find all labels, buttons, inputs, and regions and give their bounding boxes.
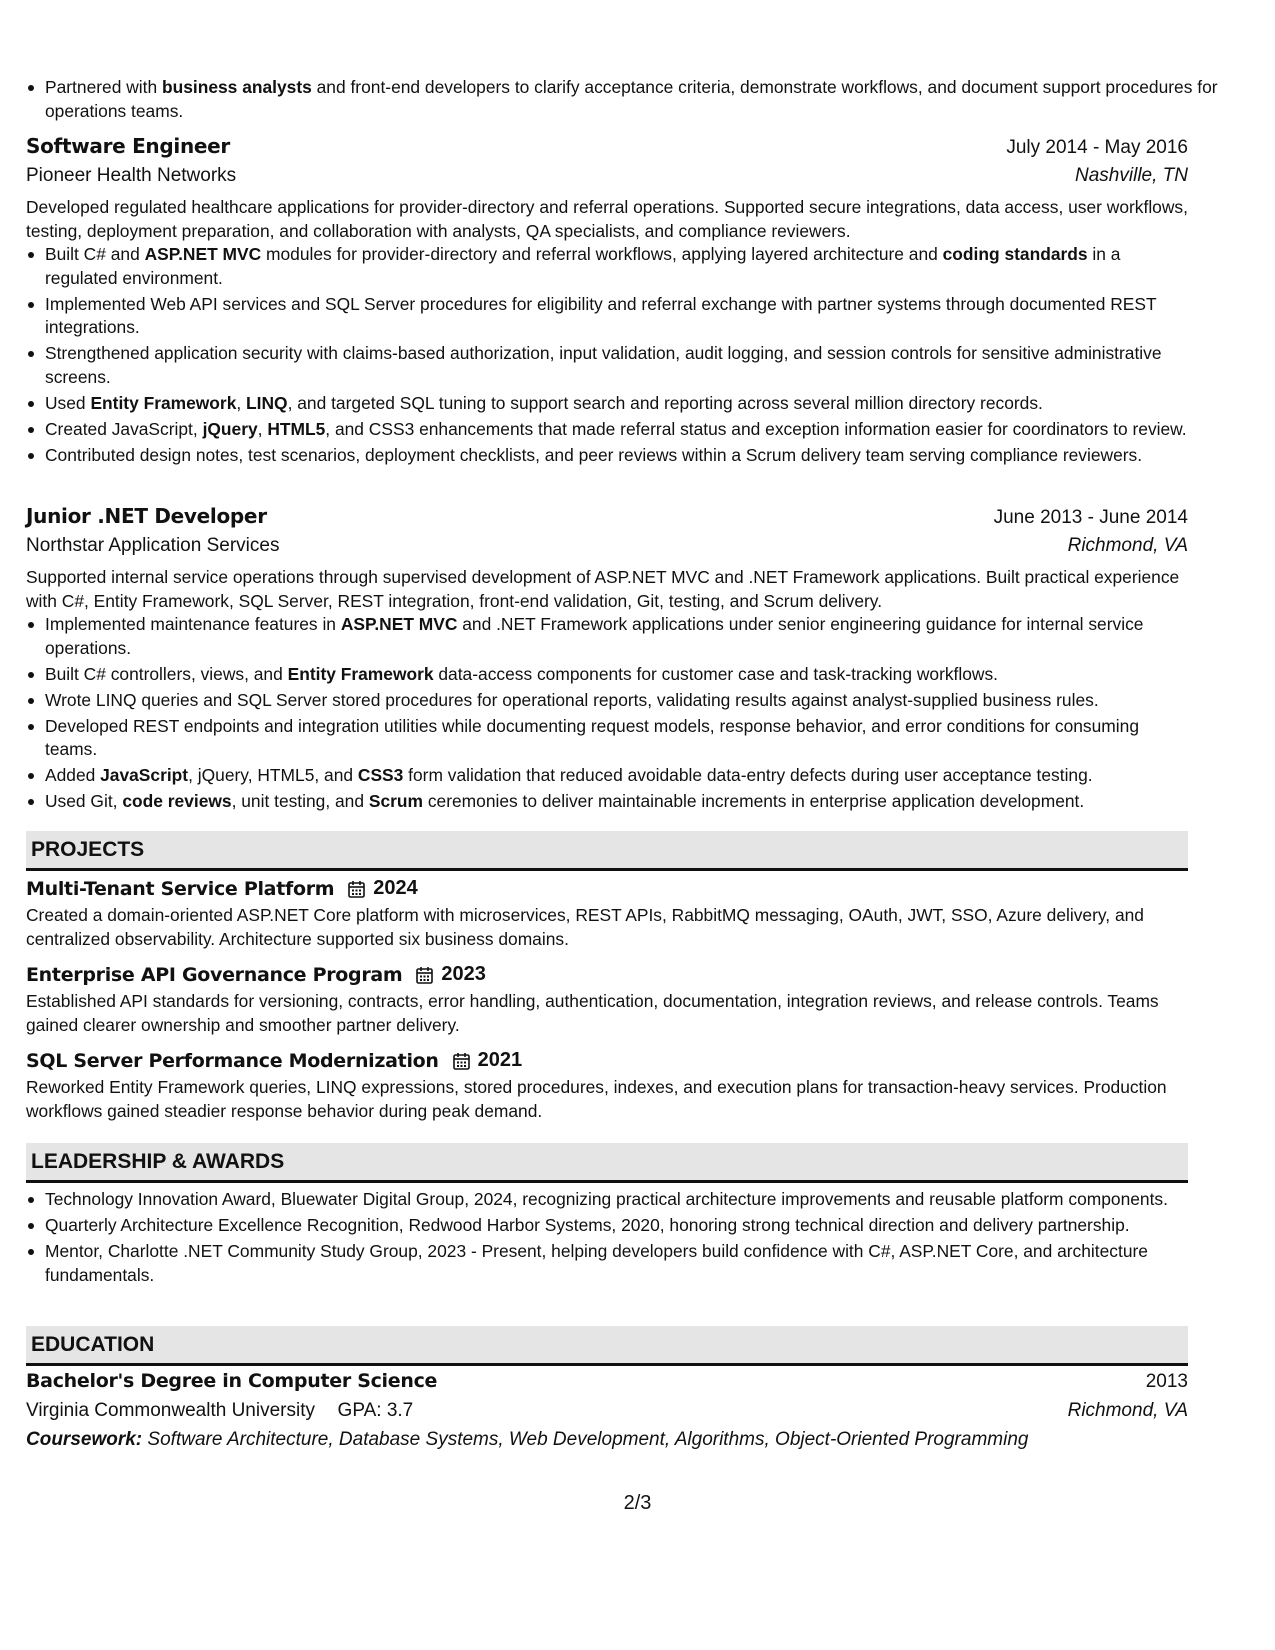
bullet-item xyxy=(26,663,1188,687)
project-description: Established API standards for versioning, contracts, error handling, authentication, documentation, integration reviews, and release controls. Teams gained clearer ownership and smoother partner delivery. xyxy=(26,991,1159,1035)
bullet-text: and .NET Framework applications under senior engineering guidance for internal service operations. xyxy=(45,614,1144,658)
job-bullet-list xyxy=(26,613,1188,814)
bullet-text: Used Git, xyxy=(45,791,123,812)
bullet-item xyxy=(26,342,1188,389)
bullet-text: Created JavaScript, xyxy=(45,418,203,439)
bold-keyword: Entity Framework xyxy=(90,392,237,413)
project-entry xyxy=(26,1049,1188,1123)
bold-keyword: jQuery xyxy=(202,418,258,439)
bullet-text: Implemented Web API services and SQL Server procedures for eligibility and referral exchange with partner systems through documented REST integrations. xyxy=(45,293,1157,338)
bullet-text: modules for provider-directory and referral workflows, applying layered architecture and xyxy=(261,244,943,264)
coursework: Software Architecture, Database Systems, Web Development, Algorithms, Object-Oriented Programming xyxy=(147,1429,1029,1450)
bullet-item xyxy=(26,444,1188,468)
job-dates: June 2013 - June 2014 xyxy=(993,507,1188,528)
bullet-item xyxy=(26,715,1188,762)
bullet-item xyxy=(26,764,1188,788)
bullet-item: Mentor, Charlotte .NET Community Study Group, 2023 - Present, helping developers build confidence with C#, ASP.NET Core, and architecture fundamentals. xyxy=(26,1240,1188,1287)
bold-keyword: HTML5 xyxy=(267,418,326,439)
job-company: Northstar Application Services xyxy=(26,535,280,556)
page-number: 2/3 xyxy=(623,1492,652,1514)
job-company: Pioneer Health Networks xyxy=(26,165,237,186)
bullet-text: Partnered with xyxy=(45,77,162,97)
job-title: Software Engineer xyxy=(26,134,230,158)
project-description: Reworked Entity Framework queries, LINQ expressions, stored procedures, indexes, and execution plans for transaction-heavy services. Production workflows gained steadier response behavior during peak demand. xyxy=(26,1077,1167,1121)
projects-list xyxy=(26,877,1188,1136)
project-year: 2024 xyxy=(373,877,418,899)
section-heading-leadership: LEADERSHIP & AWARDS xyxy=(26,1143,1188,1183)
bullet-text: , jQuery, HTML5, and xyxy=(188,765,358,786)
section-heading-projects: PROJECTS xyxy=(26,831,1188,871)
bold-keyword: ASP.NET MVC xyxy=(144,244,262,264)
job-summary: Supported internal service operations through supervised development of ASP.NET MVC and .NET Framework applications. Built practical experience with C#, Entity Framework, SQL Server, REST integration, front-end validation, Git, testing, and Scrum delivery. xyxy=(26,567,1180,611)
bullet-text: Added xyxy=(45,765,101,786)
bullet-item xyxy=(26,293,1188,340)
bullet-text: Strengthened application security with claims-based authorization, input validation, audit logging, and session controls for sensitive administrative screens. xyxy=(45,343,1162,387)
bold-keyword: code reviews xyxy=(122,791,232,812)
bullet-item xyxy=(26,76,1236,123)
project-description: Created a domain-oriented ASP.NET Core platform with microservices, REST APIs, RabbitMQ messaging, OAuth, JWT, SSO, Azure delivery, and centralized observability. Architecture supported six business domains. xyxy=(26,905,1144,949)
calendar-icon xyxy=(453,1052,470,1070)
bullet-text: form validation that reduced avoidable data-entry defects during user acceptance testing. xyxy=(403,765,1093,786)
bullet-text: data-access components for customer case and task-tracking workflows. xyxy=(433,663,999,684)
bullet-item: Quarterly Architecture Excellence Recognition, Redwood Harbor Systems, 2020, honoring strong technical direction and delivery partnership. xyxy=(26,1214,1188,1238)
school-location: Richmond, VA xyxy=(1067,1400,1188,1421)
bullet-text: and front-end developers to clarify acceptance criteria, demonstrate workflows, and document support procedures for operations teams. xyxy=(45,77,1218,121)
bullet-item xyxy=(26,243,1188,290)
bullet-item: Technology Innovation Award, Bluewater Digital Group, 2024, recognizing practical architecture improvements and reusable platform components. xyxy=(26,1188,1188,1212)
bullet-text: , and CSS3 enhancements that made referral status and exception information easier for coordinators to review. xyxy=(325,418,1187,439)
job-title: Junior .NET Developer xyxy=(26,504,267,528)
school-name: Virginia Commonwealth University xyxy=(26,1400,315,1421)
bullet-item xyxy=(26,790,1188,814)
bullet-text: Built C# controllers, views, and xyxy=(45,663,288,684)
bold-keyword: LINQ xyxy=(246,392,288,413)
bullet-item xyxy=(26,418,1188,442)
bullet-text: Wrote LINQ queries and SQL Server stored procedures for operational reports, validating results against analyst-supplied business rules. xyxy=(45,689,1099,710)
bullet-item xyxy=(26,689,1188,713)
job-entry xyxy=(26,504,1188,816)
job-location: Nashville, TN xyxy=(1075,165,1188,186)
calendar-icon xyxy=(416,966,433,984)
bold-keyword: CSS3 xyxy=(357,765,404,786)
coursework-label: Coursework: xyxy=(26,1429,143,1450)
bold-keyword: JavaScript xyxy=(100,765,189,786)
project-name: Enterprise API Governance Program xyxy=(26,963,403,986)
leadership-list xyxy=(26,1188,1188,1290)
project-year: 2021 xyxy=(477,1049,523,1072)
intro-bullet-list xyxy=(26,76,1236,126)
project-name: SQL Server Performance Modernization xyxy=(26,1049,439,1072)
bold-keyword: ASP.NET MVC xyxy=(340,614,458,634)
project-entry xyxy=(26,877,1188,951)
bold-keyword: Entity Framework xyxy=(287,663,434,684)
education-entry xyxy=(26,1370,1188,1451)
bold-keyword: business analysts xyxy=(161,77,312,97)
project-name: Multi-Tenant Service Platform xyxy=(26,877,335,900)
bullet-text: , xyxy=(236,392,247,413)
bullet-text: Used xyxy=(45,392,91,413)
bullet-text: , unit testing, and xyxy=(231,791,369,812)
bold-keyword: Scrum xyxy=(368,791,423,812)
bullet-text: ceremonies to deliver maintainable increments in enterprise application development. xyxy=(423,791,1085,812)
calendar-icon xyxy=(348,880,365,898)
job-bullet-list xyxy=(26,243,1188,467)
bullet-text: , and targeted SQL tuning to support search and reporting across several million directory records. xyxy=(287,392,1043,413)
graduation-year: 2013 xyxy=(1145,1371,1188,1392)
job-location: Richmond, VA xyxy=(1067,535,1188,556)
job-entry xyxy=(26,134,1188,470)
project-entry xyxy=(26,963,1188,1037)
gpa: GPA: 3.7 xyxy=(337,1400,414,1421)
bullet-text: Implemented maintenance features in xyxy=(45,614,341,634)
project-year: 2023 xyxy=(441,963,486,986)
bullet-text: Developed REST endpoints and integration utilities while documenting request models, response behavior, and error conditions for consuming teams. xyxy=(45,715,1139,760)
job-summary: Developed regulated healthcare applications for provider-directory and referral operations. Supported secure integrations, data access, user workflows, testing, deployment preparation, and collaboration with analysts, QA specialists, and compliance reviewers. xyxy=(26,197,1188,241)
bullet-item xyxy=(26,392,1188,416)
section-heading-education: EDUCATION xyxy=(26,1326,1188,1366)
bullet-text: , xyxy=(257,418,268,439)
bullet-item xyxy=(26,613,1188,660)
bullet-text: Contributed design notes, test scenarios, deployment checklists, and peer reviews within a Scrum delivery team serving compliance reviewers. xyxy=(45,444,1143,465)
bold-keyword: coding standards xyxy=(942,244,1088,264)
degree: Bachelor's Degree in Computer Science xyxy=(26,1370,438,1392)
job-dates: July 2014 - May 2016 xyxy=(1006,137,1188,158)
bullet-text: in a regulated environment. xyxy=(45,244,1121,288)
bullet-text: Built C# and xyxy=(45,244,145,264)
